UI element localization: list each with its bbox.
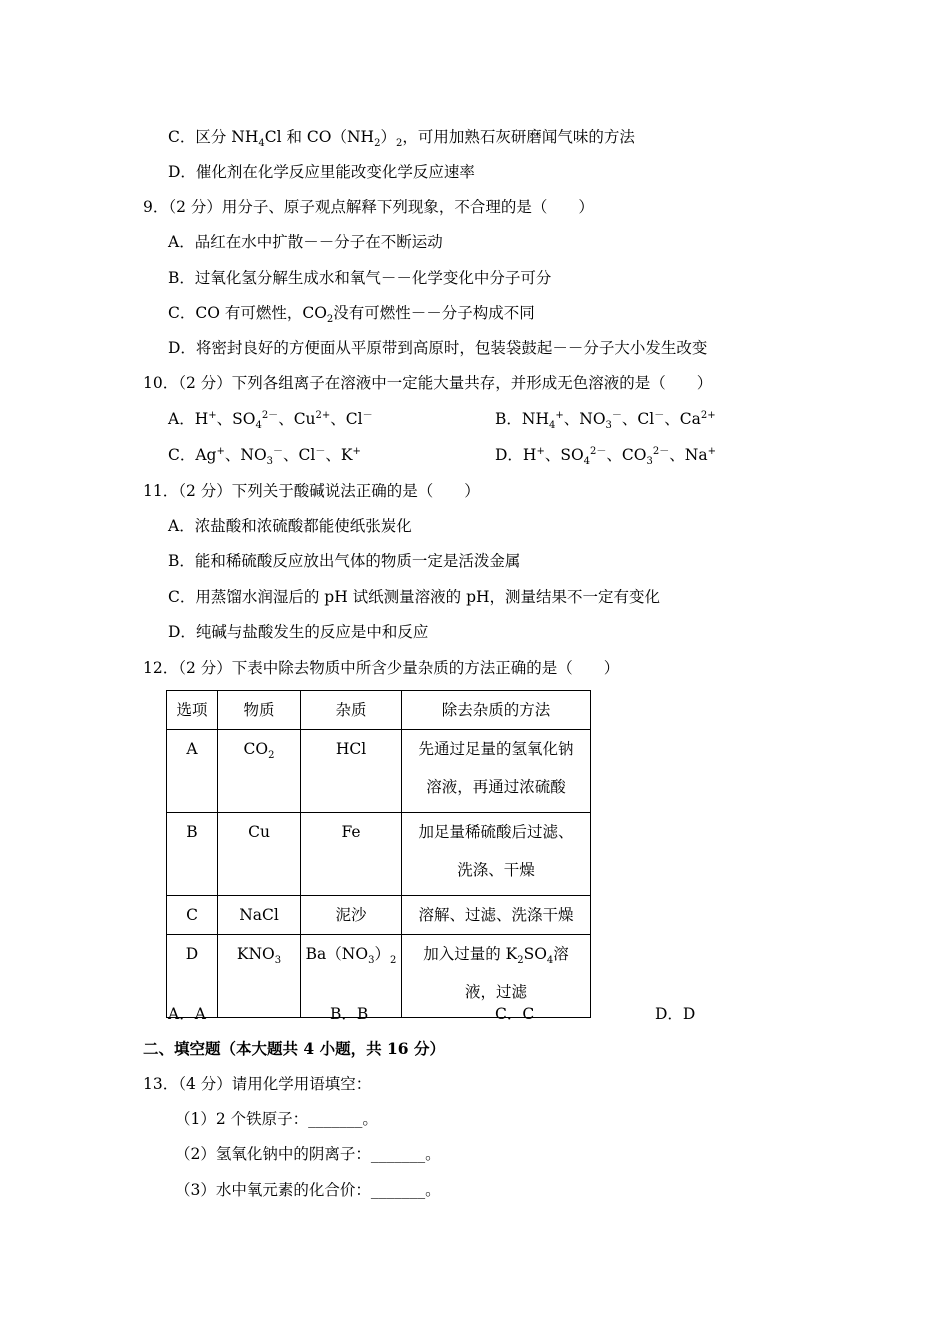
q9-stem: 9．（2 分）用分子、原子观点解释下列现象，不合理的是（ ） [143,198,594,216]
q12-stem: 12．（2 分）下表中除去物质中所含少量杂质的方法正确的是（ ） [143,659,620,677]
q11-option-a: A．浓盐酸和浓硫酸都能使纸张炭化 [168,517,412,535]
q9-option-c: C．CO 有可燃性，$CO_2$没有可燃性－－分子构成不同 [168,304,535,326]
table-cell: $KNO_3$ [218,935,301,1018]
q12-table [166,690,591,1018]
table-cell: NaCl [218,896,301,935]
table-cell: A [167,730,218,813]
table-cell: Cu [218,813,301,896]
table-cell: 溶解、过滤、洗涤干燥 [402,896,591,935]
q12-answer-c: C．C [495,1005,535,1023]
table-cell: 加足量稀硫酸后过滤、 洗涤、干燥 [402,813,591,896]
header-cell: 物质 [218,691,301,730]
q11-stem: 11．（2 分）下列关于酸碱说法正确的是（ ） [143,482,480,500]
q11-option-d: D．纯碱与盐酸发生的反应是中和反应 [168,623,429,641]
table-cell: C [167,896,218,935]
q12-answer-b: B．B [330,1005,369,1023]
q9-option-a: A．品红在水中扩散－－分子在不断运动 [168,233,443,251]
q13-stem: 13．（4 分）请用化学用语填空： [143,1075,372,1093]
section-title: 二、填空题（本大题共 4 小题，共 16 分） [143,1039,445,1058]
header-cell: 除去杂质的方法 [402,691,591,730]
q8-option-d: D．催化剂在化学反应里能改变化学反应速率 [168,163,475,181]
table-cell: $CO_2$ [218,730,301,813]
q11-option-b: B．能和稀硫酸反应放出气体的物质一定是活泼金属 [168,552,521,570]
table-row [167,896,591,935]
table-cell: 先通过足量的氢氧化钠 溶液，再通过浓硫酸 [402,730,591,813]
q10-option-b: B．$NH_4^+$、$NO_3^-$、Cl－、$Ca^{2+}$ [495,409,716,432]
table-row [167,813,591,896]
q10-option-d: D．H+、$SO_4^{2-}$、$CO_3^{2-}$、Na+ [495,445,716,468]
header-cell: 杂质 [301,691,402,730]
table-header-row [167,691,591,730]
table-cell: HCl [301,730,402,813]
table-cell: D [167,935,218,1018]
q13-sub-2: （2）氢氧化钠中的阴离子：_______。 [175,1145,441,1163]
table-cell: Fe [301,813,402,896]
q11-option-c: C．用蒸馏水润湿后的 pH 试纸测量溶液的 pH，测量结果不一定有变化 [168,588,661,606]
q13-sub-1: （1）2 个铁原子：_______。 [175,1110,378,1128]
table-cell: B [167,813,218,896]
q9-option-b: B．过氧化氢分解生成水和氧气－－化学变化中分子可分 [168,269,552,287]
q10-stem: 10．（2 分）下列各组离子在溶液中一定能大量共存，并形成无色溶液的是（ ） [143,374,713,392]
table-cell: 泥沙 [301,896,402,935]
q12-answer-a: A．A [168,1005,206,1023]
q8-option-c: C．区分 $NH_4Cl$ 和 $CO(NH_2)_2$，可用加熟石灰研磨闻气味的方法 [168,128,635,150]
table-row [167,730,591,813]
q10-option-c: C．Ag+、$NO_3^-$、Cl－、K+ [168,445,361,468]
header-cell: 选项 [167,691,218,730]
table-cell: $Ba(NO_3)_2$ [301,935,402,1018]
q12-answer-d: D．D [655,1005,696,1023]
q13-sub-3: （3）水中氧元素的化合价：_______。 [175,1181,441,1199]
q9-option-d: D．将密封良好的方便面从平原带到高原时，包装袋鼓起－－分子大小发生改变 [168,339,708,357]
table-cell: 加入过量的 $K_2SO_4$溶 液，过滤 [402,935,591,1018]
q10-option-a: A．H+、$SO_4^{2-}$、$Cu^{2+}$、Cl－ [168,409,373,432]
